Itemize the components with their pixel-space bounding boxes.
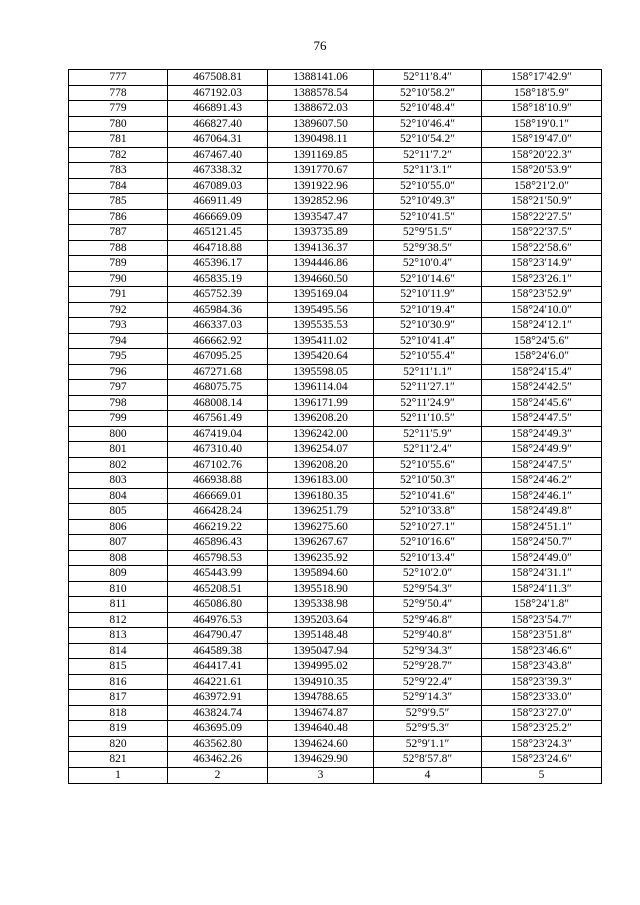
y-coordinate-cell: 1394660.50 — [268, 271, 374, 287]
y-coordinate-cell: 1395420.64 — [268, 349, 374, 365]
x-coordinate-cell: 466827.40 — [168, 116, 268, 132]
longitude-cell: 158°23′24.3″ — [482, 736, 602, 752]
x-coordinate-cell: 465798.53 — [168, 550, 268, 566]
y-coordinate-cell: 1393735.89 — [268, 225, 374, 241]
x-coordinate-cell: 464976.53 — [168, 612, 268, 628]
y-coordinate-cell: 1394674.87 — [268, 705, 374, 721]
x-coordinate-cell: 467310.40 — [168, 442, 268, 458]
table-row — [69, 85, 602, 101]
y-coordinate-cell: 1395598.05 — [268, 364, 374, 380]
x-coordinate-cell: 465443.99 — [168, 566, 268, 582]
latitude-cell: 52°10′58.2″ — [374, 85, 482, 101]
point-number-cell: 820 — [69, 736, 168, 752]
x-coordinate-cell: 467089.03 — [168, 178, 268, 194]
longitude-cell: 158°24′5.6″ — [482, 333, 602, 349]
point-number-cell: 794 — [69, 333, 168, 349]
y-coordinate-cell: 1388672.03 — [268, 101, 374, 117]
longitude-cell: 158°24′10.0″ — [482, 302, 602, 318]
longitude-cell: 158°24′42.5″ — [482, 380, 602, 396]
y-coordinate-cell: 1396254.07 — [268, 442, 374, 458]
x-coordinate-cell: 468075.75 — [168, 380, 268, 396]
y-coordinate-cell: 1395495.56 — [268, 302, 374, 318]
point-number-cell: 786 — [69, 209, 168, 225]
longitude-cell: 158°24′1.8″ — [482, 597, 602, 613]
longitude-cell: 158°19′0.1″ — [482, 116, 602, 132]
x-coordinate-cell: 465896.43 — [168, 535, 268, 551]
latitude-cell: 52°10′41.6″ — [374, 488, 482, 504]
x-coordinate-cell: 463695.09 — [168, 721, 268, 737]
latitude-cell: 52°10′55.4″ — [374, 349, 482, 365]
longitude-cell: 158°24′46.2″ — [482, 473, 602, 489]
table-row — [69, 287, 602, 303]
x-coordinate-cell: 465086.80 — [168, 597, 268, 613]
longitude-cell: 158°24′45.6″ — [482, 395, 602, 411]
y-coordinate-cell: 1395411.02 — [268, 333, 374, 349]
point-number-cell: 783 — [69, 163, 168, 179]
table-row — [69, 411, 602, 427]
y-coordinate-cell: 1390498.11 — [268, 132, 374, 148]
longitude-cell: 158°22′58.6″ — [482, 240, 602, 256]
table-row — [69, 581, 602, 597]
point-number-cell: 798 — [69, 395, 168, 411]
point-number-cell: 813 — [69, 628, 168, 644]
longitude-cell: 158°23′46.6″ — [482, 643, 602, 659]
longitude-cell: 158°24′49.3″ — [482, 426, 602, 442]
x-coordinate-cell: 464589.38 — [168, 643, 268, 659]
longitude-cell: 158°23′26.1″ — [482, 271, 602, 287]
y-coordinate-cell: 1394788.65 — [268, 690, 374, 706]
longitude-cell: 158°24′46.1″ — [482, 488, 602, 504]
longitude-cell: 158°21′2.0″ — [482, 178, 602, 194]
table-row — [69, 643, 602, 659]
latitude-cell: 52°9′34.3″ — [374, 643, 482, 659]
latitude-cell: 52°10′49.3″ — [374, 194, 482, 210]
column-number-cell: 5 — [482, 767, 602, 783]
latitude-cell: 52°10′55.6″ — [374, 457, 482, 473]
y-coordinate-cell: 1396208.20 — [268, 457, 374, 473]
y-coordinate-cell: 1395203.64 — [268, 612, 374, 628]
table-row — [69, 240, 602, 256]
table-row — [69, 550, 602, 566]
point-number-cell: 787 — [69, 225, 168, 241]
y-coordinate-cell: 1388141.06 — [268, 70, 374, 86]
table-row — [69, 705, 602, 721]
y-coordinate-cell: 1396251.79 — [268, 504, 374, 520]
y-coordinate-cell: 1389607.50 — [268, 116, 374, 132]
table-row — [69, 380, 602, 396]
longitude-cell: 158°24′49.9″ — [482, 442, 602, 458]
point-number-cell: 810 — [69, 581, 168, 597]
latitude-cell: 52°10′13.4″ — [374, 550, 482, 566]
longitude-cell: 158°23′39.3″ — [482, 674, 602, 690]
longitude-cell: 158°17′42.9″ — [482, 70, 602, 86]
table-row — [69, 426, 602, 442]
point-number-cell: 782 — [69, 147, 168, 163]
y-coordinate-cell: 1395169.04 — [268, 287, 374, 303]
x-coordinate-cell: 467192.03 — [168, 85, 268, 101]
x-coordinate-cell: 466891.43 — [168, 101, 268, 117]
x-coordinate-cell: 465121.45 — [168, 225, 268, 241]
latitude-cell: 52°10′50.3″ — [374, 473, 482, 489]
x-coordinate-cell: 466938.88 — [168, 473, 268, 489]
y-coordinate-cell: 1396242.00 — [268, 426, 374, 442]
point-number-cell: 806 — [69, 519, 168, 535]
x-coordinate-cell: 465208.51 — [168, 581, 268, 597]
y-coordinate-cell: 1391770.67 — [268, 163, 374, 179]
y-coordinate-cell: 1396171.99 — [268, 395, 374, 411]
longitude-cell: 158°23′52.9″ — [482, 287, 602, 303]
latitude-cell: 52°11′1.1″ — [374, 364, 482, 380]
y-coordinate-cell: 1392852.96 — [268, 194, 374, 210]
longitude-cell: 158°23′14.9″ — [482, 256, 602, 272]
longitude-cell: 158°24′12.1″ — [482, 318, 602, 334]
latitude-cell: 52°9′22.4″ — [374, 674, 482, 690]
x-coordinate-cell: 464221.61 — [168, 674, 268, 690]
longitude-cell: 158°22′37.5″ — [482, 225, 602, 241]
latitude-cell: 52°9′5.3″ — [374, 721, 482, 737]
latitude-cell: 52°10′0.4″ — [374, 256, 482, 272]
latitude-cell: 52°10′16.6″ — [374, 535, 482, 551]
latitude-cell: 52°11′27.1″ — [374, 380, 482, 396]
table-row — [69, 721, 602, 737]
table-row — [69, 597, 602, 613]
table-row — [69, 271, 602, 287]
longitude-cell: 158°24′31.1″ — [482, 566, 602, 582]
point-number-cell: 807 — [69, 535, 168, 551]
column-number-cell: 1 — [69, 767, 168, 783]
x-coordinate-cell: 467561.49 — [168, 411, 268, 427]
latitude-cell: 52°10′11.9″ — [374, 287, 482, 303]
table-row — [69, 333, 602, 349]
longitude-cell: 158°24′6.0″ — [482, 349, 602, 365]
column-number-cell: 4 — [374, 767, 482, 783]
longitude-cell: 158°23′27.0″ — [482, 705, 602, 721]
y-coordinate-cell: 1394640.48 — [268, 721, 374, 737]
latitude-cell: 52°11′24.9″ — [374, 395, 482, 411]
latitude-cell: 52°9′38.5″ — [374, 240, 482, 256]
longitude-cell: 158°18′5.9″ — [482, 85, 602, 101]
y-coordinate-cell: 1393547.47 — [268, 209, 374, 225]
x-coordinate-cell: 465835.19 — [168, 271, 268, 287]
latitude-cell: 52°9′50.4″ — [374, 597, 482, 613]
table-row — [69, 147, 602, 163]
x-coordinate-cell: 466662.92 — [168, 333, 268, 349]
y-coordinate-cell: 1396183.00 — [268, 473, 374, 489]
latitude-cell: 52°10′30.9″ — [374, 318, 482, 334]
point-number-cell: 797 — [69, 380, 168, 396]
x-coordinate-cell: 466337.03 — [168, 318, 268, 334]
table-row — [69, 225, 602, 241]
x-coordinate-cell: 464718.88 — [168, 240, 268, 256]
latitude-cell: 52°9′9.5″ — [374, 705, 482, 721]
latitude-cell: 52°10′41.5″ — [374, 209, 482, 225]
latitude-cell: 52°8′57.8″ — [374, 752, 482, 768]
table-row — [69, 364, 602, 380]
point-number-cell: 800 — [69, 426, 168, 442]
latitude-cell: 52°11′8.4″ — [374, 70, 482, 86]
x-coordinate-cell: 467419.04 — [168, 426, 268, 442]
table-row — [69, 674, 602, 690]
table-row — [69, 736, 602, 752]
y-coordinate-cell: 1396114.04 — [268, 380, 374, 396]
table-row — [69, 70, 602, 86]
longitude-cell: 158°24′49.0″ — [482, 550, 602, 566]
y-coordinate-cell: 1391922.96 — [268, 178, 374, 194]
x-coordinate-cell: 463824.74 — [168, 705, 268, 721]
x-coordinate-cell: 466669.01 — [168, 488, 268, 504]
table-row — [69, 349, 602, 365]
x-coordinate-cell: 467338.32 — [168, 163, 268, 179]
latitude-cell: 52°9′40.8″ — [374, 628, 482, 644]
y-coordinate-cell: 1394446.86 — [268, 256, 374, 272]
y-coordinate-cell: 1394629.90 — [268, 752, 374, 768]
longitude-cell: 158°18′10.9″ — [482, 101, 602, 117]
point-number-cell: 816 — [69, 674, 168, 690]
x-coordinate-cell: 467467.40 — [168, 147, 268, 163]
y-coordinate-cell: 1396180.35 — [268, 488, 374, 504]
point-number-cell: 808 — [69, 550, 168, 566]
x-coordinate-cell: 465396.17 — [168, 256, 268, 272]
y-coordinate-cell: 1395535.53 — [268, 318, 374, 334]
table-row — [69, 519, 602, 535]
latitude-cell: 52°9′51.5″ — [374, 225, 482, 241]
latitude-cell: 52°10′48.4″ — [374, 101, 482, 117]
y-coordinate-cell: 1396235.92 — [268, 550, 374, 566]
point-number-cell: 792 — [69, 302, 168, 318]
point-number-cell: 818 — [69, 705, 168, 721]
y-coordinate-cell: 1396267.67 — [268, 535, 374, 551]
table-row — [69, 612, 602, 628]
longitude-cell: 158°22′27.5″ — [482, 209, 602, 225]
y-coordinate-cell: 1394995.02 — [268, 659, 374, 675]
longitude-cell: 158°23′54.7″ — [482, 612, 602, 628]
table-row — [69, 659, 602, 675]
table-row — [69, 101, 602, 117]
point-number-cell: 812 — [69, 612, 168, 628]
point-number-cell: 795 — [69, 349, 168, 365]
y-coordinate-cell: 1396208.20 — [268, 411, 374, 427]
point-number-cell: 799 — [69, 411, 168, 427]
y-coordinate-cell: 1394910.35 — [268, 674, 374, 690]
point-number-cell: 790 — [69, 271, 168, 287]
x-coordinate-cell: 464790.47 — [168, 628, 268, 644]
table-row — [69, 178, 602, 194]
table-row — [69, 256, 602, 272]
x-coordinate-cell: 466911.49 — [168, 194, 268, 210]
latitude-cell: 52°10′46.4″ — [374, 116, 482, 132]
x-coordinate-cell: 468008.14 — [168, 395, 268, 411]
y-coordinate-cell: 1395148.48 — [268, 628, 374, 644]
longitude-cell: 158°20′53.9″ — [482, 163, 602, 179]
longitude-cell: 158°24′11.3″ — [482, 581, 602, 597]
y-coordinate-cell: 1388578.54 — [268, 85, 374, 101]
latitude-cell: 52°11′3.1″ — [374, 163, 482, 179]
table-row — [69, 628, 602, 644]
table-row — [69, 488, 602, 504]
longitude-cell: 158°23′33.0″ — [482, 690, 602, 706]
longitude-cell: 158°23′25.2″ — [482, 721, 602, 737]
x-coordinate-cell: 465984.36 — [168, 302, 268, 318]
latitude-cell: 52°10′33.8″ — [374, 504, 482, 520]
point-number-cell: 789 — [69, 256, 168, 272]
point-number-cell: 803 — [69, 473, 168, 489]
point-number-cell: 785 — [69, 194, 168, 210]
x-coordinate-cell: 466669.09 — [168, 209, 268, 225]
x-coordinate-cell: 465752.39 — [168, 287, 268, 303]
point-number-cell: 815 — [69, 659, 168, 675]
x-coordinate-cell: 467102.76 — [168, 457, 268, 473]
x-coordinate-cell: 466428.24 — [168, 504, 268, 520]
point-number-cell: 781 — [69, 132, 168, 148]
page-number: 76 — [313, 38, 327, 53]
table-row — [69, 132, 602, 148]
latitude-cell: 52°11′2.4″ — [374, 442, 482, 458]
point-number-cell: 804 — [69, 488, 168, 504]
point-number-cell: 796 — [69, 364, 168, 380]
point-number-cell: 777 — [69, 70, 168, 86]
latitude-cell: 52°10′2.0″ — [374, 566, 482, 582]
latitude-cell: 52°10′55.0″ — [374, 178, 482, 194]
point-number-cell: 779 — [69, 101, 168, 117]
longitude-cell: 158°23′43.8″ — [482, 659, 602, 675]
y-coordinate-cell: 1394136.37 — [268, 240, 374, 256]
point-number-cell: 805 — [69, 504, 168, 520]
point-number-cell: 801 — [69, 442, 168, 458]
column-number-cell: 3 — [268, 767, 374, 783]
latitude-cell: 52°9′14.3″ — [374, 690, 482, 706]
table-row — [69, 116, 602, 132]
point-number-cell: 821 — [69, 752, 168, 768]
point-number-cell: 784 — [69, 178, 168, 194]
x-coordinate-cell: 467508.81 — [168, 70, 268, 86]
x-coordinate-cell: 463462.26 — [168, 752, 268, 768]
longitude-cell: 158°19′47.0″ — [482, 132, 602, 148]
point-number-cell: 802 — [69, 457, 168, 473]
point-number-cell: 791 — [69, 287, 168, 303]
longitude-cell: 158°24′15.4″ — [482, 364, 602, 380]
table-row — [69, 442, 602, 458]
column-number-cell: 2 — [168, 767, 268, 783]
x-coordinate-cell: 463562.80 — [168, 736, 268, 752]
longitude-cell: 158°24′50.7″ — [482, 535, 602, 551]
table-row — [69, 395, 602, 411]
latitude-cell: 52°11′5.9″ — [374, 426, 482, 442]
table-row — [69, 473, 602, 489]
latitude-cell: 52°10′19.4″ — [374, 302, 482, 318]
longitude-cell: 158°24′47.5″ — [482, 411, 602, 427]
longitude-cell: 158°23′24.6″ — [482, 752, 602, 768]
latitude-cell: 52°10′54.2″ — [374, 132, 482, 148]
latitude-cell: 52°10′27.1″ — [374, 519, 482, 535]
table-row — [69, 566, 602, 582]
x-coordinate-cell: 467095.25 — [168, 349, 268, 365]
table-row — [69, 163, 602, 179]
x-coordinate-cell: 467064.31 — [168, 132, 268, 148]
point-number-cell: 817 — [69, 690, 168, 706]
latitude-cell: 52°9′28.7″ — [374, 659, 482, 675]
latitude-cell: 52°10′41.4″ — [374, 333, 482, 349]
y-coordinate-cell: 1395047.94 — [268, 643, 374, 659]
y-coordinate-cell: 1395894.60 — [268, 566, 374, 582]
point-number-cell: 778 — [69, 85, 168, 101]
point-number-cell: 811 — [69, 597, 168, 613]
point-number-cell: 793 — [69, 318, 168, 334]
table-row — [69, 209, 602, 225]
x-coordinate-cell: 463972.91 — [168, 690, 268, 706]
longitude-cell: 158°23′51.8″ — [482, 628, 602, 644]
longitude-cell: 158°20′22.3″ — [482, 147, 602, 163]
table-row — [69, 752, 602, 768]
latitude-cell: 52°10′14.6″ — [374, 271, 482, 287]
coordinates-table-body — [69, 70, 602, 768]
point-number-cell: 809 — [69, 566, 168, 582]
y-coordinate-cell: 1395518.90 — [268, 581, 374, 597]
x-coordinate-cell: 464417.41 — [168, 659, 268, 675]
column-number-row — [69, 767, 602, 783]
longitude-cell: 158°24′47.5″ — [482, 457, 602, 473]
y-coordinate-cell: 1394624.60 — [268, 736, 374, 752]
point-number-cell: 788 — [69, 240, 168, 256]
latitude-cell: 52°9′46.8″ — [374, 612, 482, 628]
table-row — [69, 318, 602, 334]
coordinates-table — [68, 69, 602, 784]
latitude-cell: 52°11′10.5″ — [374, 411, 482, 427]
table-row — [69, 504, 602, 520]
y-coordinate-cell: 1396275.60 — [268, 519, 374, 535]
longitude-cell: 158°21′50.9″ — [482, 194, 602, 210]
x-coordinate-cell: 467271.68 — [168, 364, 268, 380]
longitude-cell: 158°24′49.8″ — [482, 504, 602, 520]
table-row — [69, 535, 602, 551]
table-row — [69, 690, 602, 706]
x-coordinate-cell: 466219.22 — [168, 519, 268, 535]
point-number-cell: 780 — [69, 116, 168, 132]
table-row — [69, 302, 602, 318]
latitude-cell: 52°11′7.2″ — [374, 147, 482, 163]
latitude-cell: 52°9′54.3″ — [374, 581, 482, 597]
table-row — [69, 194, 602, 210]
point-number-cell: 819 — [69, 721, 168, 737]
y-coordinate-cell: 1395338.98 — [268, 597, 374, 613]
y-coordinate-cell: 1391169.85 — [268, 147, 374, 163]
latitude-cell: 52°9′1.1″ — [374, 736, 482, 752]
longitude-cell: 158°24′51.1″ — [482, 519, 602, 535]
table-row — [69, 457, 602, 473]
point-number-cell: 814 — [69, 643, 168, 659]
